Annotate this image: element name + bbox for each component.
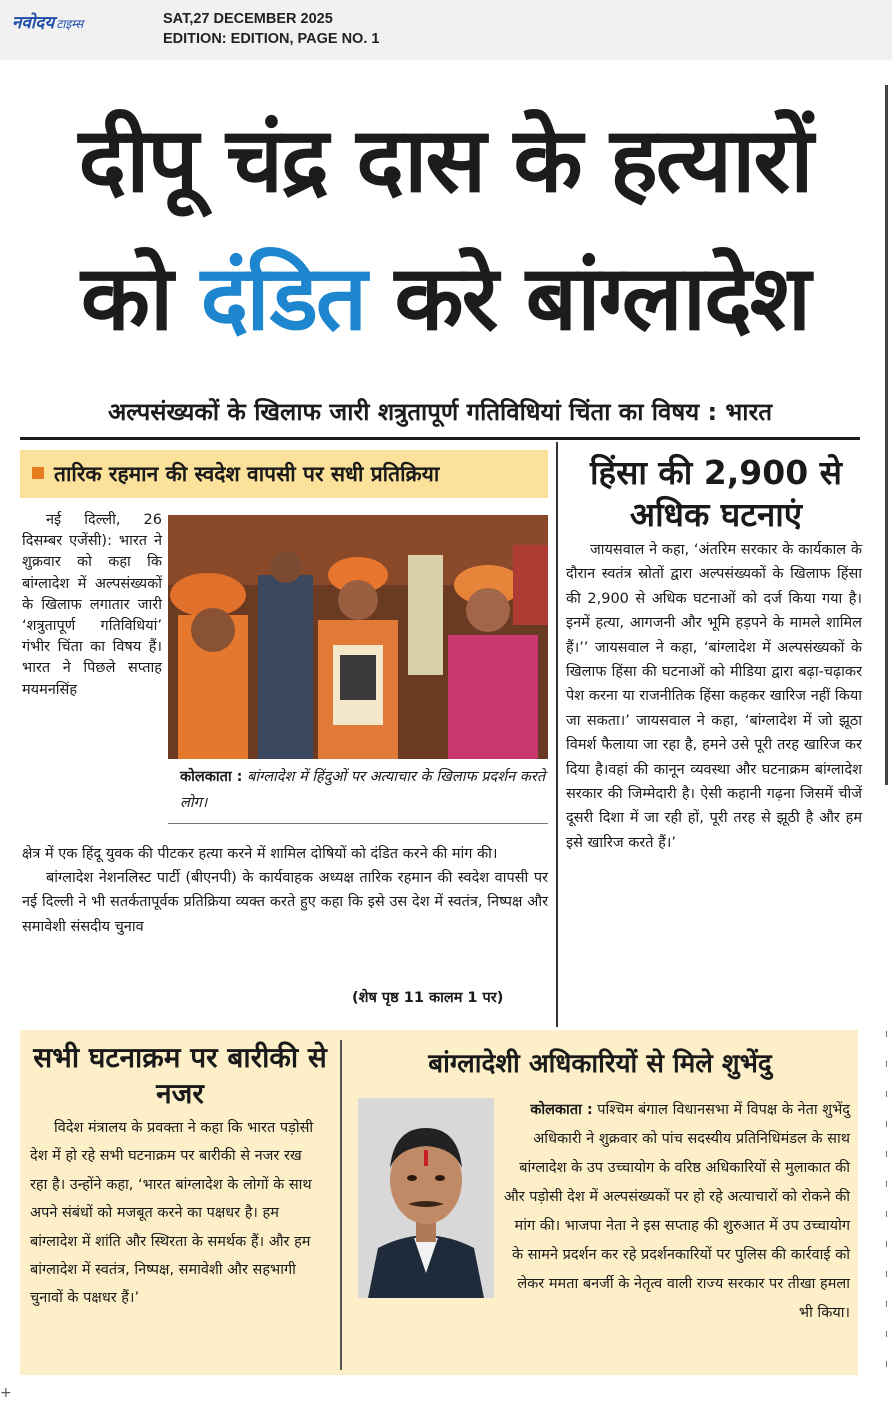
column-divider	[556, 442, 558, 1027]
main-headline	[20, 92, 870, 368]
right-story-headline: हिंसा की 2,900 से अधिक घटनाएं	[590, 453, 842, 534]
right-story-body: जायसवाल ने कहा, ‘अंतरिम सरकार के कार्यकाल के दौरान स्वतंत्र स्रोतों द्वारा अल्पसंख्यकों के खिलाफ हिंसा की 2,900 से अधिक घटनाओं को दर्ज किया गया है। इनमें हत्या, आगजनी और भूमि हड़पने के मामले शामिल हैं।’’ जायसवाल ने कहा, ‘बांग्लादेश में अल्पसंख्यकों के खिलाफ हिंसा की घटनाओं को मीडिया द्वारा बढ़ा-चढ़ाकर पेश करना या राजनीतिक हिंसा कहकर खारिज नहीं किया जा सकता।’ जायसवाल ने कहा, ‘बांग्लादेश में जो झूठा विमर्श फैलाया जा रहा है, हमने उसे पूरी तरह खारिज कर दिया है।वहां की कानून व्यवस्था और घटनाक्रम बांग्लादेश सरकार की जिम्मेदारी है। ऐसी कहानी गढ़ना जिसमें चीजें दूसरी दिशा में जा रही हों, पूरी तरह से झूठी है और हम इसे खारिज करते हैं।’	[566, 542, 862, 851]
top-bar	[0, 0, 892, 60]
continued-note[interactable]: (शेष पृष्ठ 11 कालम 1 पर)	[352, 990, 504, 1006]
story-kicker	[20, 450, 548, 498]
bottom-divider	[340, 1040, 342, 1370]
protest-photo[interactable]	[168, 515, 548, 759]
portrait-illustration	[358, 1098, 494, 1298]
bottom-right-text: पश्चिम बंगाल विधानसभा में विपक्ष के नेता शुभेंदु अधिकारी ने शुक्रवार को पांच सदस्यीय प्रतिनिधिमंडल के साथ बांग्लादेश के उप उच्चायोग के वरिष्ठ अधिकारियों से मुलाकात की और पड़ोसी देश में अल्पसंख्यकों पर हो रहे अत्याचारों को रोकने की मांग की। भाजपा नेता ने इस सप्ताह की शुरुआत में उप उच्चायोग के सामने प्रदर्शन कर रहे प्रदर्शनकारियों पर पुलिस की कार्रवाई को लेकर ममता बनर्जी के नेतृत्व वाली राज्य सरकार पर तीखा हमला भी किया।	[503, 1102, 850, 1321]
leader-portrait[interactable]	[358, 1098, 494, 1298]
adjacent-page-edge	[885, 85, 888, 785]
headline-line-2	[20, 230, 870, 368]
edition-info	[163, 9, 379, 49]
adjacent-column-fragment: । । । । । । । । । । । ।	[884, 1029, 888, 1370]
headline-rule	[20, 437, 860, 440]
photo-caption	[180, 764, 548, 816]
protest-photo-illustration	[168, 515, 548, 759]
bottom-left-body: विदेश मंत्रालय के प्रवक्ता ने कहा कि भारत पड़ोसी देश में हो रहे सभी घटनाक्रम पर बारीकी से नजर रख रहा है। उन्होंने कहा, ‘भारत बांग्लादेश के लोगों के साथ अपने संबंधों को मजबूत करने का पक्षधर है। हम बांग्लादेश में शांति और स्थिरता के समर्थक हैं। और हम बांग्लादेश में स्वतंत्र, निष्पक्ष, समावेशी और सहभागी चुनावों के पक्षधर हैं।’	[30, 1120, 314, 1307]
edition-line: EDITION: EDITION, PAGE NO. 1	[163, 31, 380, 47]
caption-place: कोलकाता :	[180, 769, 243, 785]
bottom-right-headline: बांग्लादेशी अधिकारियों से मिले शुभेंदु	[428, 1049, 772, 1079]
newspaper-logo[interactable]	[12, 10, 83, 33]
caption-rule	[168, 823, 548, 824]
headline-line-2-post: करे बांग्लादेश	[365, 246, 810, 351]
headline-line-2-pre: को	[80, 246, 201, 351]
subheadline: अल्पसंख्यकों के खिलाफ जारी शत्रुतापूर्ण गतिविधियां चिंता का विषय : भारत	[107, 398, 773, 426]
date-line: SAT,27 DECEMBER 2025	[163, 11, 333, 27]
main-story-body	[22, 842, 548, 939]
caption-text: बांग्लादेश में हिंदुओं पर अत्याचार के खिलाफ प्रदर्शन करते लोग।	[180, 769, 546, 811]
crop-mark-icon: +	[0, 1385, 12, 1401]
logo-main: नवोदय	[12, 13, 55, 33]
kicker-square-icon	[32, 467, 44, 479]
bottom-right-body	[500, 1096, 850, 1328]
logo-sub: टाइम्स	[56, 17, 84, 31]
main-story-para-2: बांग्लादेश नेशनलिस्ट पार्टी (बीएनपी) के कार्यवाहक अध्यक्ष तारिक रहमान की स्वदेश वापसी पर नई दिल्ली ने भी सतर्कतापूर्वक प्रतिक्रिया व्यक्त करते हुए कहा कि इसे उस देश में स्वतंत्र, निष्पक्ष और समावेशी संसदीय चुनाव	[22, 870, 548, 935]
kicker-text: तारिक रहमान की स्वदेश वापसी पर सधी प्रतिक्रिया	[54, 462, 440, 486]
headline-line-1: दीपू चंद्र दास के हत्यारों	[78, 108, 812, 213]
main-story-intro: नई दिल्ली, 26 दिसम्बर एजेंसी): भारत ने शुक्रवार को कहा कि बांग्लादेश में अल्पसंख्यकों के खिलाफ लगातार जारी ‘शत्रुतापूर्ण गतिविधियां’ गंभीर चिंता का विषय हैं। भारत ने पिछले सप्ताह मयमनसिंह	[22, 512, 162, 698]
bottom-left-headline: सभी घटनाक्रम पर बारीकी से नजर	[33, 1041, 327, 1110]
bottom-right-lead: कोलकाता :	[530, 1102, 593, 1118]
headline-accent-word: दंडित	[200, 246, 366, 351]
main-story-para-1: क्षेत्र में एक हिंदू युवक की पीटकर हत्या करने में शामिल दोषियों को दंडित करने की मांग की।	[22, 846, 498, 862]
